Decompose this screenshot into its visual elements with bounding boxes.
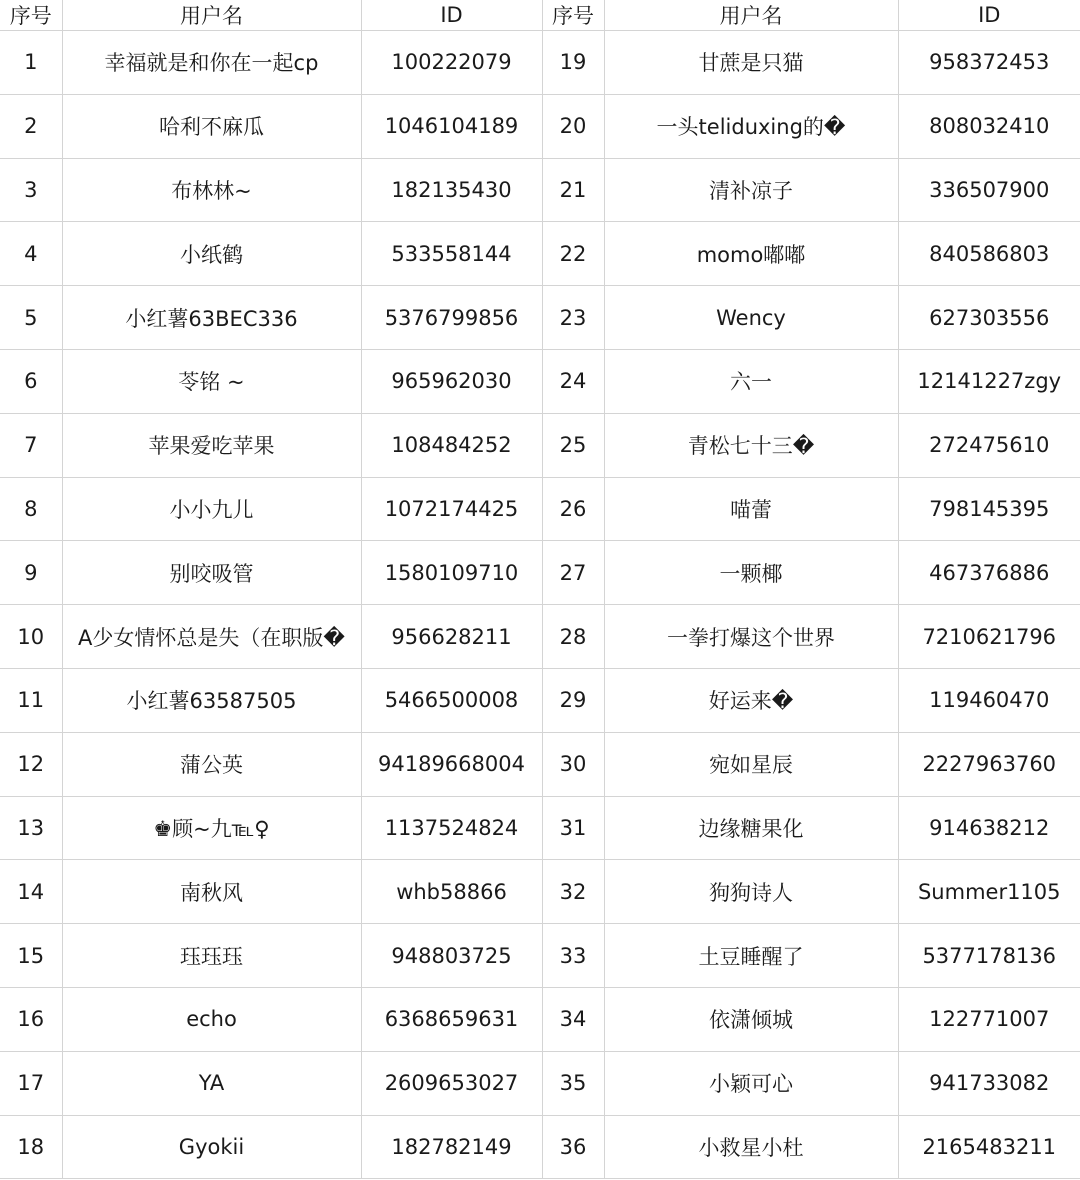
left-username-cell: echo <box>62 987 361 1051</box>
table-row <box>0 605 1080 669</box>
left-index-cell: 6 <box>0 349 62 413</box>
left-index-cell: 16 <box>0 987 62 1051</box>
right-username-cell: 一拳打爆这个世界 <box>604 605 898 669</box>
header-username-right: 用户名 <box>604 0 898 31</box>
left-index-cell: 12 <box>0 732 62 796</box>
left-id-cell: whb58866 <box>361 860 542 924</box>
left-index-cell: 15 <box>0 924 62 988</box>
right-id-cell: 808032410 <box>898 94 1080 158</box>
right-id-cell: 914638212 <box>898 796 1080 860</box>
table-row <box>0 860 1080 924</box>
table-row <box>0 1115 1080 1179</box>
right-id-cell: 2227963760 <box>898 732 1080 796</box>
right-index-cell: 26 <box>542 477 604 541</box>
right-id-cell: 958372453 <box>898 31 1080 95</box>
right-username-cell: Wency <box>604 286 898 350</box>
right-id-cell: 2165483211 <box>898 1115 1080 1179</box>
right-username-cell: 好运来� <box>604 668 898 732</box>
right-id-cell: Summer1105 <box>898 860 1080 924</box>
table-row <box>0 541 1080 605</box>
table-row <box>0 668 1080 732</box>
header-index-left: 序号 <box>0 0 62 31</box>
right-index-cell: 34 <box>542 987 604 1051</box>
left-username-cell: YA <box>62 1051 361 1115</box>
right-index-cell: 32 <box>542 860 604 924</box>
left-username-cell: ♚顾~九℡♀ <box>62 796 361 860</box>
left-index-cell: 5 <box>0 286 62 350</box>
left-id-cell: 1072174425 <box>361 477 542 541</box>
right-username-cell: momo嘟嘟 <box>604 222 898 286</box>
table-row <box>0 987 1080 1051</box>
left-username-cell: 苹果爱吃苹果 <box>62 413 361 477</box>
left-index-cell: 8 <box>0 477 62 541</box>
right-username-cell: 青松七十三� <box>604 413 898 477</box>
left-id-cell: 956628211 <box>361 605 542 669</box>
header-id-left: ID <box>361 0 542 31</box>
table-row <box>0 222 1080 286</box>
right-index-cell: 31 <box>542 796 604 860</box>
right-id-cell: 122771007 <box>898 987 1080 1051</box>
right-id-cell: 12141227zgy <box>898 349 1080 413</box>
left-id-cell: 108484252 <box>361 413 542 477</box>
right-id-cell: 627303556 <box>898 286 1080 350</box>
right-username-cell: 甘蔗是只猫 <box>604 31 898 95</box>
left-index-cell: 17 <box>0 1051 62 1115</box>
table-row <box>0 31 1080 95</box>
left-index-cell: 13 <box>0 796 62 860</box>
right-index-cell: 24 <box>542 349 604 413</box>
left-id-cell: 100222079 <box>361 31 542 95</box>
left-id-cell: 182782149 <box>361 1115 542 1179</box>
left-username-cell: Gyokii <box>62 1115 361 1179</box>
left-username-cell: 蒲公英 <box>62 732 361 796</box>
left-id-cell: 94189668004 <box>361 732 542 796</box>
left-username-cell: 小小九儿 <box>62 477 361 541</box>
table-row <box>0 94 1080 158</box>
table-row <box>0 158 1080 222</box>
table-body <box>0 31 1080 1179</box>
left-id-cell: 182135430 <box>361 158 542 222</box>
left-id-cell: 2609653027 <box>361 1051 542 1115</box>
right-id-cell: 7210621796 <box>898 605 1080 669</box>
right-username-cell: 喵蕾 <box>604 477 898 541</box>
right-username-cell: 小颖可心 <box>604 1051 898 1115</box>
right-index-cell: 25 <box>542 413 604 477</box>
right-index-cell: 22 <box>542 222 604 286</box>
left-id-cell: 5376799856 <box>361 286 542 350</box>
right-id-cell: 272475610 <box>898 413 1080 477</box>
right-id-cell: 798145395 <box>898 477 1080 541</box>
right-username-cell: 宛如星辰 <box>604 732 898 796</box>
right-id-cell: 941733082 <box>898 1051 1080 1115</box>
left-index-cell: 18 <box>0 1115 62 1179</box>
left-index-cell: 9 <box>0 541 62 605</box>
right-id-cell: 336507900 <box>898 158 1080 222</box>
right-id-cell: 467376886 <box>898 541 1080 605</box>
right-username-cell: 土豆睡醒了 <box>604 924 898 988</box>
right-index-cell: 21 <box>542 158 604 222</box>
left-index-cell: 3 <box>0 158 62 222</box>
table-row <box>0 796 1080 860</box>
right-index-cell: 19 <box>542 31 604 95</box>
table-row <box>0 1051 1080 1115</box>
left-index-cell: 11 <box>0 668 62 732</box>
left-id-cell: 1046104189 <box>361 94 542 158</box>
right-username-cell: 清补凉子 <box>604 158 898 222</box>
table-row <box>0 924 1080 988</box>
left-index-cell: 1 <box>0 31 62 95</box>
right-id-cell: 5377178136 <box>898 924 1080 988</box>
right-username-cell: 一颗椰 <box>604 541 898 605</box>
left-username-cell: 哈利不麻瓜 <box>62 94 361 158</box>
left-username-cell: 珏珏珏 <box>62 924 361 988</box>
left-username-cell: 小红薯63587505 <box>62 668 361 732</box>
right-index-cell: 36 <box>542 1115 604 1179</box>
right-id-cell: 840586803 <box>898 222 1080 286</box>
left-id-cell: 6368659631 <box>361 987 542 1051</box>
table-row <box>0 413 1080 477</box>
left-index-cell: 2 <box>0 94 62 158</box>
left-id-cell: 5466500008 <box>361 668 542 732</box>
left-index-cell: 10 <box>0 605 62 669</box>
right-index-cell: 20 <box>542 94 604 158</box>
table-header-row <box>0 0 1080 31</box>
right-username-cell: 边缘糖果化 <box>604 796 898 860</box>
table-row <box>0 732 1080 796</box>
left-index-cell: 7 <box>0 413 62 477</box>
right-username-cell: 依潇倾城 <box>604 987 898 1051</box>
table-row <box>0 286 1080 350</box>
right-index-cell: 23 <box>542 286 604 350</box>
right-index-cell: 30 <box>542 732 604 796</box>
right-username-cell: 小救星小杜 <box>604 1115 898 1179</box>
left-username-cell: 幸福就是和你在一起cp <box>62 31 361 95</box>
right-index-cell: 27 <box>542 541 604 605</box>
left-username-cell: 小纸鹤 <box>62 222 361 286</box>
left-username-cell: 南秋风 <box>62 860 361 924</box>
right-username-cell: 狗狗诗人 <box>604 860 898 924</box>
left-username-cell: 苓铭 ~ <box>62 349 361 413</box>
right-index-cell: 35 <box>542 1051 604 1115</box>
left-username-cell: 小红薯63BEC336 <box>62 286 361 350</box>
left-index-cell: 14 <box>0 860 62 924</box>
header-index-right: 序号 <box>542 0 604 31</box>
table-row <box>0 349 1080 413</box>
left-index-cell: 4 <box>0 222 62 286</box>
left-id-cell: 1580109710 <box>361 541 542 605</box>
left-id-cell: 948803725 <box>361 924 542 988</box>
header-id-right: ID <box>898 0 1080 31</box>
left-username-cell: A少女情怀总是失（在职版� <box>62 605 361 669</box>
left-username-cell: 别咬吸管 <box>62 541 361 605</box>
header-username-left: 用户名 <box>62 0 361 31</box>
left-id-cell: 1137524824 <box>361 796 542 860</box>
right-index-cell: 33 <box>542 924 604 988</box>
table-row <box>0 477 1080 541</box>
left-id-cell: 533558144 <box>361 222 542 286</box>
right-index-cell: 28 <box>542 605 604 669</box>
right-id-cell: 119460470 <box>898 668 1080 732</box>
right-username-cell: 六一 <box>604 349 898 413</box>
right-index-cell: 29 <box>542 668 604 732</box>
right-username-cell: 一头teliduxing的� <box>604 94 898 158</box>
left-id-cell: 965962030 <box>361 349 542 413</box>
left-username-cell: 布林林~ <box>62 158 361 222</box>
